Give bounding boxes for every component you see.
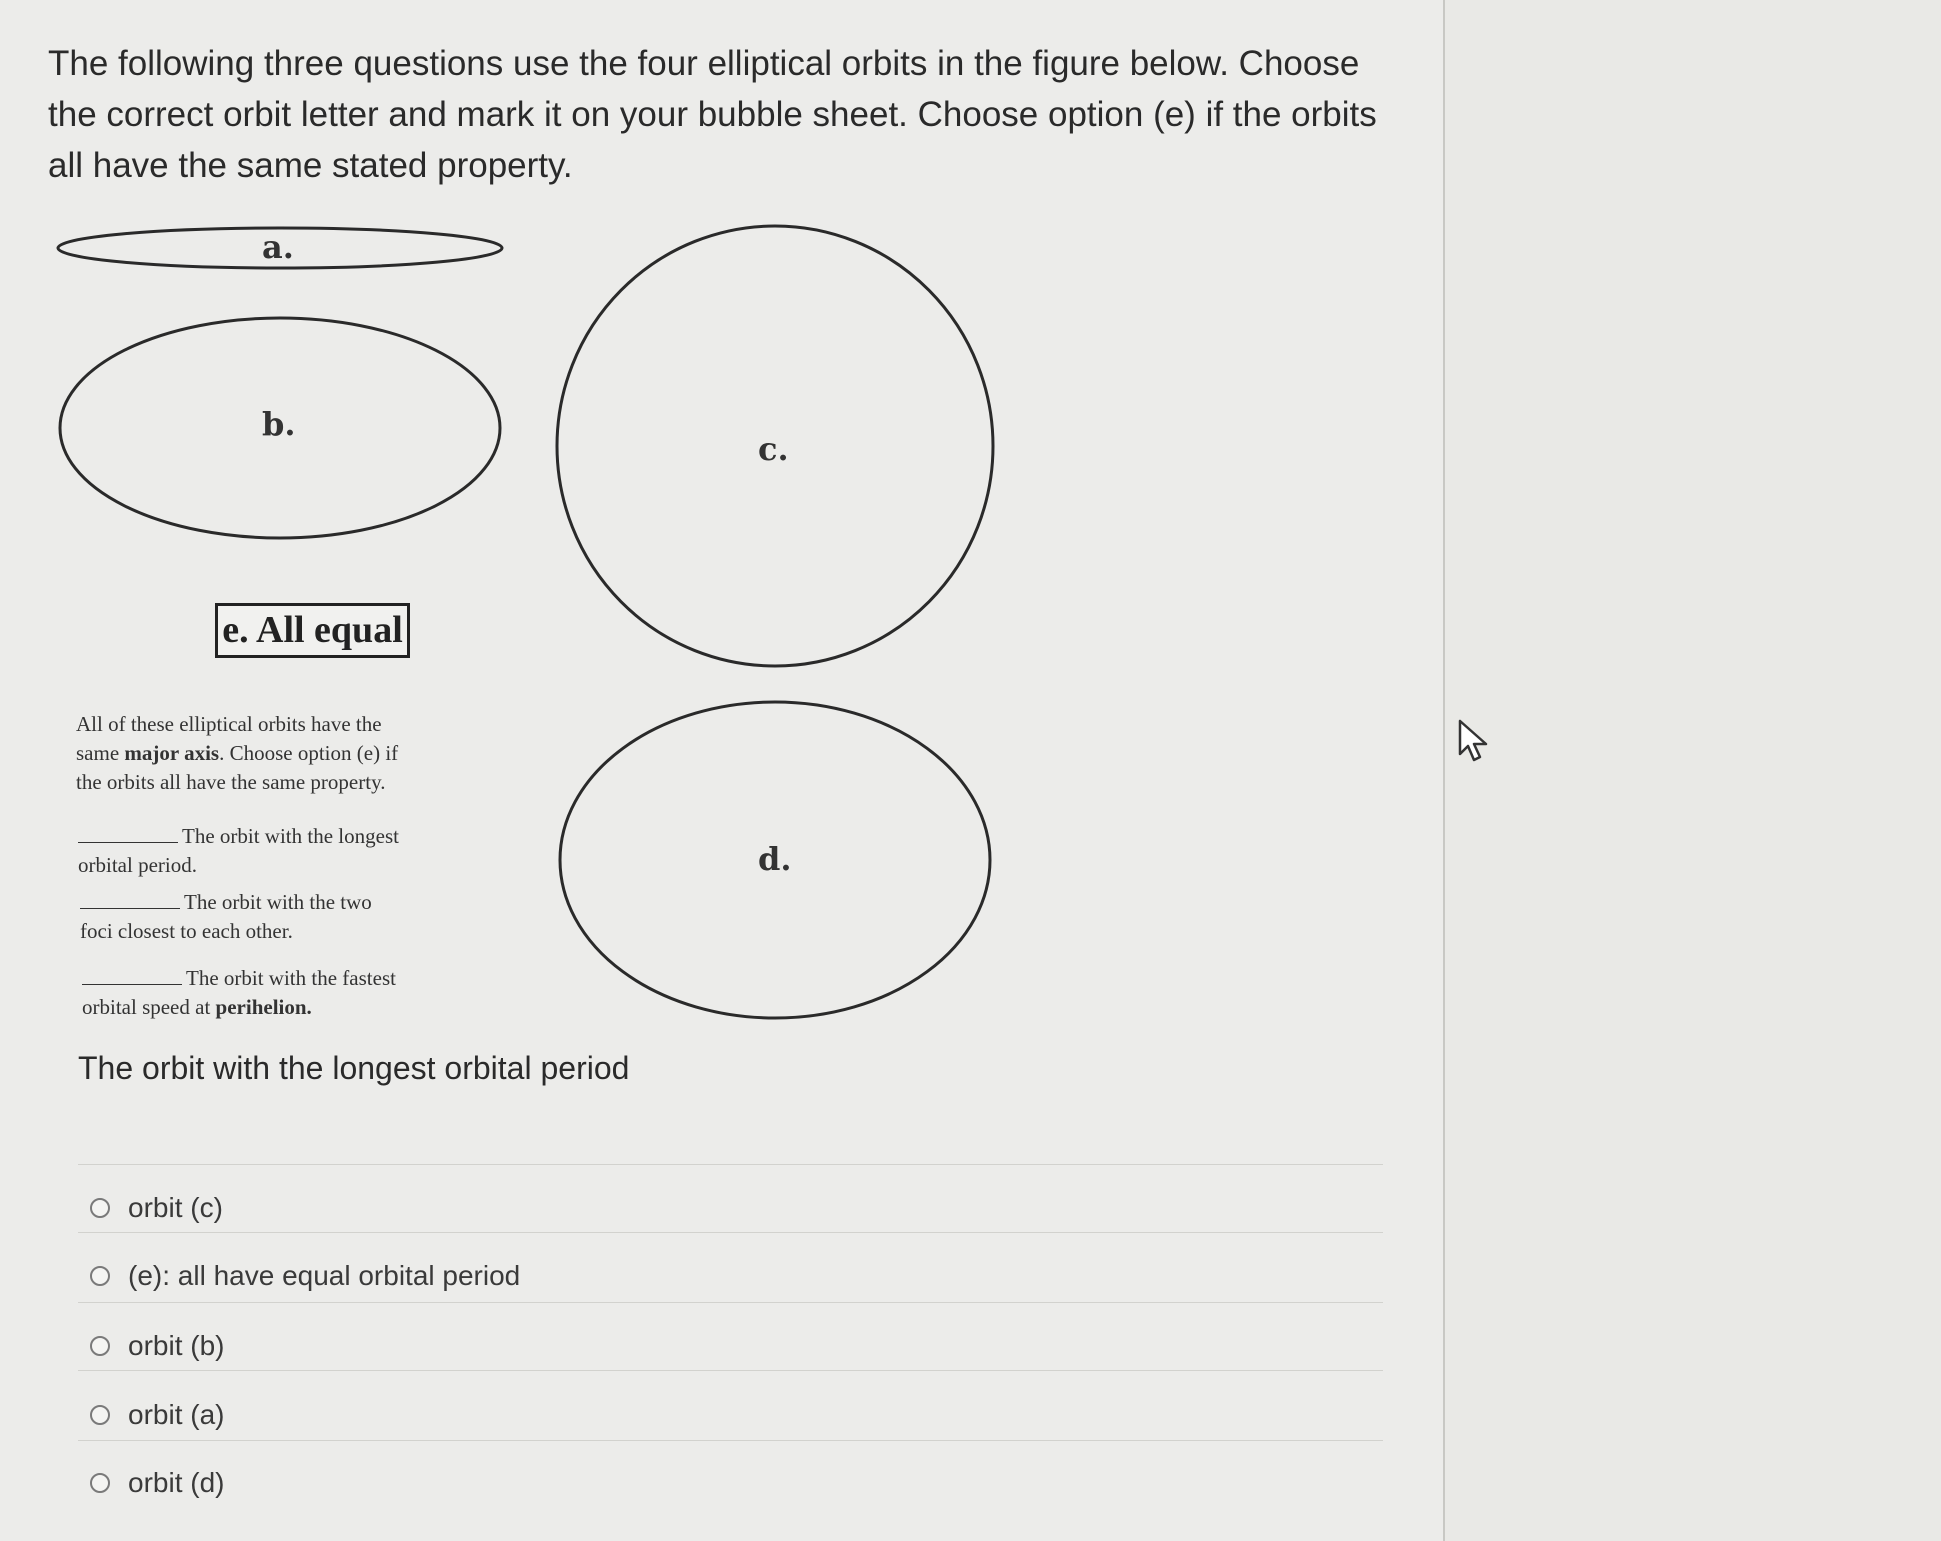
radio-button[interactable] <box>90 1473 110 1493</box>
instructions-line-2-post: . Choose option (e) if <box>219 741 399 765</box>
figure-item-1-line-1: The orbit with the longest <box>182 824 399 848</box>
figure-item-3-line-1: The orbit with the fastest <box>186 966 396 990</box>
figure-item-2-line-2: foci closest to each other. <box>80 919 293 943</box>
figure-item-2 <box>80 888 460 946</box>
figure-instructions <box>76 710 456 797</box>
option-label: (e): all have equal orbital period <box>128 1260 521 1291</box>
question-prompt: The orbit with the longest orbital period <box>78 1050 630 1086</box>
option-label: orbit (b) <box>128 1330 225 1361</box>
instructions-line-1: All of these elliptical orbits have the <box>76 712 382 736</box>
instructions-line-2 <box>76 739 456 768</box>
radio-button[interactable] <box>90 1336 110 1356</box>
option-label: orbit (d) <box>128 1467 225 1498</box>
option-orbit-b[interactable] <box>90 1326 224 1366</box>
mouse-pointer-icon <box>1457 718 1491 769</box>
instructions-line-3: the orbits all have the same property. <box>76 770 386 794</box>
radio-button[interactable] <box>90 1405 110 1425</box>
figure-item-3 <box>82 964 462 1022</box>
orbits-figure <box>40 210 1060 1040</box>
figure-item-1-line-2: orbital period. <box>78 853 197 877</box>
figure-item-3-line-2 <box>82 993 462 1022</box>
figure-item-2-line-1: The orbit with the two <box>184 890 372 914</box>
radio-button[interactable] <box>90 1198 110 1218</box>
right-margin <box>1445 0 1941 1541</box>
radio-button[interactable] <box>90 1266 110 1286</box>
option-label: orbit (a) <box>128 1399 225 1430</box>
orbit-c-label: c. <box>758 430 789 468</box>
option-orbit-d[interactable] <box>90 1463 224 1503</box>
option-orbit-c[interactable] <box>90 1188 223 1228</box>
answer-blank <box>78 824 178 843</box>
option-orbit-a[interactable] <box>90 1395 224 1435</box>
answer-blank <box>82 966 182 985</box>
orbit-d-label: d. <box>758 840 792 878</box>
option-label: orbit (c) <box>128 1192 223 1223</box>
answer-blank <box>80 890 180 909</box>
instructions-major-axis: major axis <box>124 741 220 765</box>
divider <box>78 1440 1383 1441</box>
intro-text: The following three questions use the four elliptical orbits in the figure below. Choose the correct orbit letter and mark it on your bubble sheet. Choose option (e) if the orbits all have the same stated property. <box>48 44 1377 185</box>
figure-item-3-perihelion: perihelion. <box>215 995 312 1019</box>
divider <box>78 1370 1383 1371</box>
all-equal-box: e. All equal <box>215 603 410 658</box>
figure-item-1 <box>78 822 458 880</box>
divider <box>78 1164 1383 1165</box>
instructions-line-2-pre: same <box>76 741 125 765</box>
orbit-b-label: b. <box>262 405 296 443</box>
divider <box>78 1232 1383 1233</box>
divider <box>78 1302 1383 1303</box>
option-e-all-equal[interactable] <box>90 1256 520 1296</box>
orbit-a-label: a. <box>262 228 294 266</box>
figure-item-3-line-2-pre: orbital speed at <box>82 995 216 1019</box>
